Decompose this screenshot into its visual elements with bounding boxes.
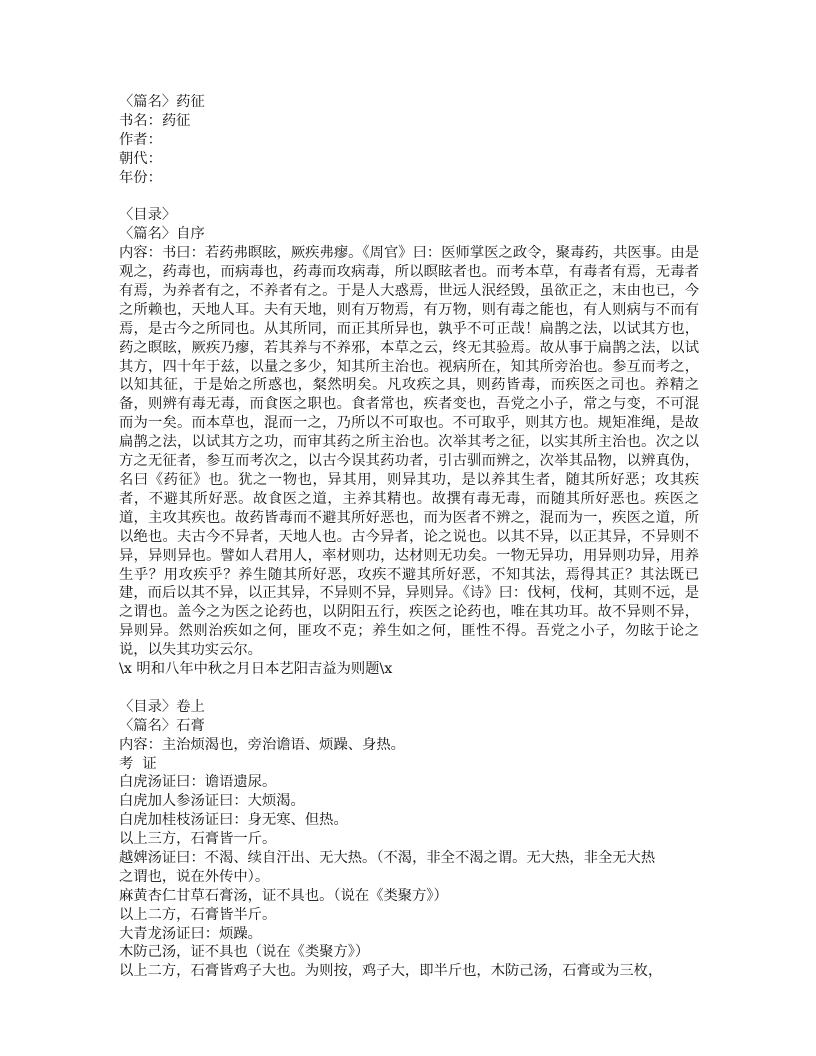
year-field: 年份： bbox=[119, 169, 162, 186]
spacer bbox=[119, 187, 699, 206]
section-title: 考 证 bbox=[119, 755, 157, 772]
preface-signature: \x 明和八年中秋之月日本艺阳吉益为则题\x bbox=[119, 661, 393, 678]
text-line: 越婢汤证曰：不渴、续自汗出、无大热。（不渴，非全不渴之谓。无大热，非全无大热 bbox=[119, 849, 656, 866]
author-field: 作者： bbox=[119, 131, 162, 148]
text-line: 白虎加人参汤证曰：大烦渴。 bbox=[119, 793, 305, 810]
text-line: 白虎加桂枝汤证曰：身无寒、但热。 bbox=[119, 812, 348, 829]
text-line: 之谓也，说在外传中）。 bbox=[119, 868, 270, 885]
text-line: 大青龙汤证曰：烦躁。 bbox=[119, 925, 262, 942]
preface-content: 内容：书曰：若药弗瞑眩，厥疾弗瘳。《周官》曰：医师掌医之政令，聚毒药，共医事。由是观之，药毒也，而病毒也，药毒而攻病毒，所以瞑眩者也。而考本草，有毒者有焉，无毒者有焉，为养者有之，不养者有之。于是人大惑焉，世远人泯经毁，虽欲正之，末由也已，今之所赖也，天地人耳。夫有天地，则有万物焉，有万物，则有毒之能也，有人则病与不而有焉，是古今之所同也。从其所同，而正其所异也，孰乎不可正哉！扁鹊之法，以试其方也，药之瞑眩，厥疾乃瘳，若其养与不养邪，本草之云，终无其验焉。故从事于扁鹊之法，以试其方，四十年于兹，以量之多少，知其所主治也。视病所在，知其所旁治也。参互而考之，以知其征，于是始之所惑也，粲然明矣。凡攻疾之具，则药皆毒，而疾医之司也。养精之备，则辨有毒无毒，而食医之职也。食者常也，疾者变也，吾党之小子，常之与变，不可混而为一矣。而本草也，混而一之，乃所以不可取也。不可取乎，则其方也。规矩准绳，是故扁鹊之法，以试其方之功，而审其药之所主治也。次举其考之征，以实其所主治也。次之以方之无征者，参互而考次之，以古今误其药功者，引古驯而辨之，次举其品物，以辨真伪，名曰《药征》也。犹之一物也，异其用，则异其功，是以养其生者，随其所好恶；攻其疾者，不避其所好恶。故食医之道，主养其精也。故撰有毒无毒，而随其所好恶也。疾医之道，主攻其疾也。故药皆毒而不避其所好恶也，而为医者不辨之，混而为一，疾医之道，所以绝也。夫古今不异者，天地人也。古今异者，论之说也。以其不异，以正其异，不异则不异，异则异也。譬如人君用人，率材则功，达材则无功矣。一物无异功，用异则功异，用养生乎？用攻疾乎？养生随其所好恶，攻疾不避其所好恶，不知其法，焉得其正？其法既已建，而后以其不异，以正其异，不异则不异，异则异。《诗》曰：伐柯，伐柯，其则不远，是之谓也。盖今之为医之论药也，以阴阳五行，疾医之论药也，唯在其功耳。故不异则不异，异则异。然则治疾如之何，匪攻不克；养生如之何，匪性不得。吾党之小子，勿眩于论之说，以失其功实云尔。 bbox=[119, 245, 699, 659]
text-line: 以上三方，石膏皆一斤。 bbox=[119, 831, 277, 848]
shigao-content: 内容：主治烦渴也，旁治谵语、烦躁、身热。 bbox=[119, 736, 405, 753]
shigao-piece-title: 〈篇名〉石膏 bbox=[119, 717, 205, 734]
juan-catalog: 〈目录〉卷上 bbox=[119, 698, 205, 715]
book-name: 书名：药征 bbox=[119, 112, 191, 129]
spacer bbox=[119, 679, 699, 698]
preface-piece-title: 〈篇名〉自序 bbox=[119, 226, 205, 243]
text-line: 白虎汤证曰：谵语遗尿。 bbox=[119, 774, 277, 791]
catalog-heading: 〈目录〉 bbox=[119, 207, 177, 224]
text-line: 以上二方，石膏皆鸡子大也。为则按，鸡子大，即半斤也，木防己汤，石膏或为三枚， bbox=[119, 963, 663, 980]
text-line: 麻黄杏仁甘草石膏汤，证不具也。（说在《类聚方》） bbox=[119, 887, 448, 904]
document-page bbox=[119, 93, 699, 981]
text-line: 以上二方，石膏皆半斤。 bbox=[119, 906, 277, 923]
text-line: 木防己汤，证不具也（说在《类聚方》） bbox=[119, 944, 370, 961]
piece-title: 〈篇名〉药征 bbox=[119, 94, 205, 110]
dynasty-field: 朝代： bbox=[119, 150, 162, 167]
